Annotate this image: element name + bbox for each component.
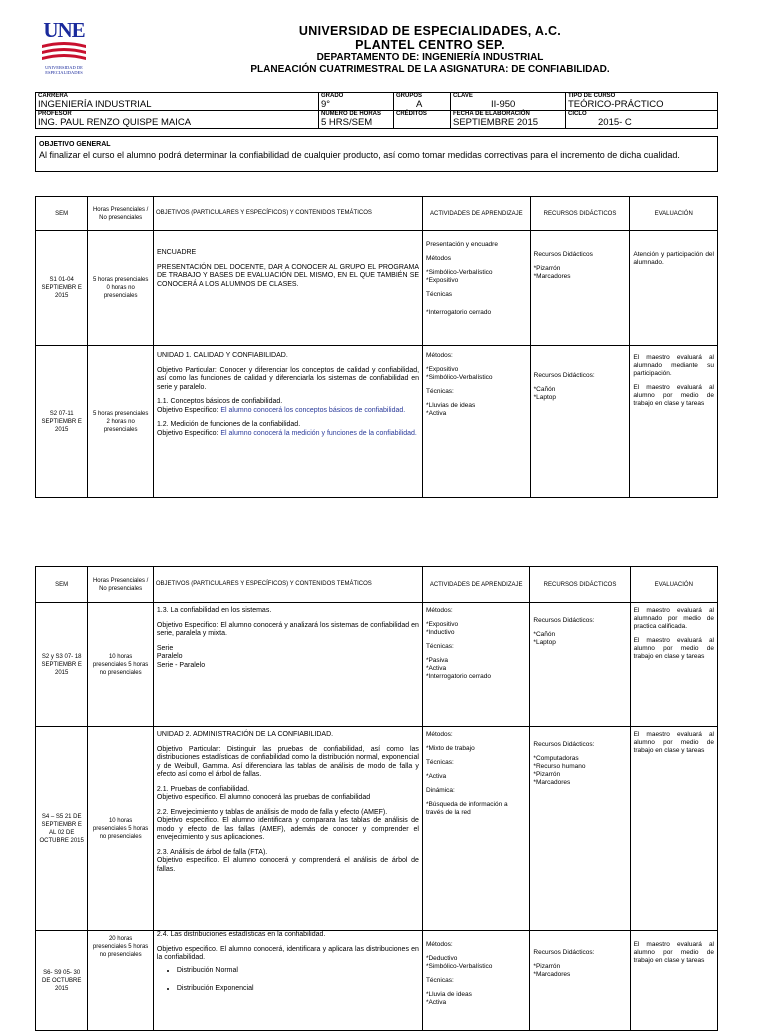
list-item: Serie - Paralelo [156, 661, 206, 669]
planning-title: PLANEACIÓN CUATRIMESTRAL DE LA ASIGNATURA: DE CONFIABILIDAD. [250, 64, 610, 75]
clave-value: II-950 [491, 99, 516, 110]
horas-cell: 5 horas presenciales 2 horas no presenciales [88, 346, 154, 498]
general-objective-table [35, 136, 718, 172]
list-item: Técnicas: [425, 977, 454, 984]
objetivos-cell [153, 603, 422, 727]
recursos-cell [530, 603, 630, 727]
list-item: Objetivo Especifico: [156, 429, 221, 437]
list-item: Objetivo Especifico: El alumno conocerá y analizará los sistemas de confiabilidad en serie, paralela y mixta. [156, 621, 419, 637]
list-item: *Simbólico-Verbalístico [425, 963, 493, 970]
campus-name: PLANTEL CENTRO SEP. [355, 38, 505, 52]
list-item: 1.2. Medición de funciones de la confiabilidad. [156, 421, 301, 428]
list-item: Técnicas: [425, 643, 454, 650]
list-item: *Simbólico-Verbalístico [426, 374, 493, 381]
list-item: *Interrogatorio cerrado [425, 673, 491, 680]
list-item: El maestro evaluará al alumno por medio de trabajo en clase y tareas [633, 637, 714, 660]
col-actividades: ACTIVIDADES DE APRENDIZAJE [422, 567, 529, 603]
sem-cell: S2 07-11 SEPTIEMBR E 2015 [36, 346, 88, 498]
col-actividades: ACTIVIDADES DE APRENDIZAJE [423, 197, 531, 231]
list-item: *Pizarrón [533, 265, 561, 272]
ciclo-value: 2015- C [598, 117, 632, 128]
list-item: *Computadoras [533, 755, 579, 762]
list-item: *Laptop [533, 639, 556, 646]
col-recursos: RECURSOS DIDÁCTICOS [530, 197, 630, 231]
list-item: Métodos [426, 255, 451, 262]
profesor-value: ING. PAUL RENZO QUISPE MAICA [38, 117, 192, 128]
list-item: El maestro evaluará al alumno por medio de trabajo en clase y tareas [633, 731, 714, 754]
creditos-label: CRÉDITOS [396, 111, 427, 117]
col-horas: Horas Presenciales / No presenciales [88, 197, 154, 231]
list-item: El maestro evaluará al alumno por medio de trabajo en clase y tareas [633, 941, 714, 964]
evaluacion-cell [630, 727, 717, 931]
evaluacion-cell [630, 346, 718, 498]
list-item: Paralelo [156, 653, 183, 660]
evaluacion-cell [630, 231, 718, 346]
department-name: DEPARTAMENTO DE: INGENIERÍA INDUSTRIAL [316, 52, 544, 63]
objective-text: Al finalizar el curso el alumno podrá determinar la confiabilidad de cualquier producto, así como tomar medidas correctivas para el incremento de dicha cualidad. [39, 150, 680, 160]
table-row [36, 931, 718, 1031]
actividades-cell [422, 931, 529, 1031]
objetivos-cell [153, 727, 422, 931]
list-item: *Pizarrón [533, 963, 561, 970]
actividades-cell [423, 346, 531, 498]
list-item: *Interrogatorio cerrado [426, 309, 492, 316]
title-block [160, 24, 700, 76]
logo-stripes-icon [40, 41, 88, 63]
list-item: El alumno conocerá los conceptos básicos de confiabilidad. [220, 406, 406, 414]
list-item: Objetivo Particular: Conocer y diferenciar los conceptos de calidad y confiabilidad, así como las funciones de calidad y diferenciarla los sistemas de confiabilidad en serie y paralelo. [156, 366, 420, 391]
col-objetivos: OBJETIVOS (PARTICULARES Y ESPECÍFICOS) Y CONTENIDOS TEMÁTICOS [153, 567, 422, 603]
horas-cell: 5 horas presenciales 0 horas no presenciales [88, 231, 154, 346]
sem-cell: S2 y S3 07- 18 SEPTIEMBR E 2015 [36, 603, 88, 727]
list-item: *Expositivo [426, 277, 459, 284]
profesor-label: PROFESOR [38, 111, 72, 117]
horas-label: NUMERO DE HORAS [321, 111, 382, 117]
course-info-table [35, 92, 718, 129]
list-item: • Distribución Exponencial [177, 985, 419, 994]
list-item: Métodos: [425, 941, 453, 948]
list-item: Objetivo especifico. El alumno conocerá, identificara y aplicara las distribuciones en la confiabilidad. [156, 945, 419, 961]
list-item: Dinámica: [425, 787, 455, 794]
list-item: 2.4. Las distribuciones estadísticas en la confiabilidad. [156, 931, 326, 938]
list-item: *Simbólico-Verbalístico [426, 269, 493, 276]
carrera-label: CARRERA [38, 93, 68, 99]
grado-value: 9° [321, 99, 331, 110]
list-item: *Activa [425, 773, 447, 780]
recursos-cell [530, 231, 630, 346]
tipo-value: TEÓRICO-PRÁCTICO [568, 99, 664, 110]
list-item: 2.2. Envejecimiento y tablas de análisis de modo de falla y efecto (AMEF). [156, 808, 388, 816]
distribution-list [157, 967, 419, 994]
list-item: Recursos Didácticos: [533, 741, 595, 748]
recursos-cell [530, 346, 630, 498]
col-recursos: RECURSOS DIDÁCTICOS [530, 567, 630, 603]
actividades-cell [422, 603, 529, 727]
list-item: 1.1. Conceptos básicos de confiabilidad. [156, 398, 283, 405]
list-item: *Expositivo [426, 366, 459, 373]
list-item: *Activa [426, 410, 447, 417]
grupos-value: A [416, 99, 423, 110]
table-row [36, 727, 718, 931]
col-evaluacion: EVALUACIÓN [630, 567, 717, 603]
encuadre-text: PRESENTACIÓN DEL DOCENTE, DAR A CONOCER AL GRUPO EL PROGRAMA DE TRABAJO Y BASES DE EVALUACIÓN DEL MISMO, EN EL QUE TAMBIÉN SE CONOCERÁ A LOS ALUMNOS DE CLASES. [156, 263, 420, 288]
list-item: *Marcadores [533, 971, 571, 978]
col-sem: SEM [36, 197, 88, 231]
horas-cell: 10 horas presenciales 5 horas no presenciales [88, 603, 154, 727]
table-row [36, 231, 718, 346]
document-header [0, 0, 768, 92]
list-item: Objetivo especifico. El alumno identificara y comparara las tablas de análisis de modo y efecto de las fallas (AMEF), además de conocer y comprender el envejecimiento y sus aplicaciones. [156, 817, 419, 841]
list-item [157, 430, 419, 439]
logo-text: UNE [43, 18, 85, 42]
list-item: Objetivo Particular: Distinguir las pruebas de confiabilidad, así como las distribuciones estadísticas de confiabilidad como la distribución normal, exponencial y de Weibull, Gamma. Así diferenciara las tablas de análisis de modo de falla y efecto así como el árbol de fallas. [156, 745, 419, 778]
logo-subtitle: UNIVERSIDAD DE ESPECIALIDADES [45, 65, 83, 75]
grupos-label: GRUPOS [396, 93, 423, 99]
unit-heading: UNIDAD 1. CALIDAD Y CONFIABILIDAD. [156, 352, 288, 359]
list-item: Métodos: [426, 352, 453, 359]
recursos-cell [530, 727, 630, 931]
university-name: UNIVERSIDAD DE ESPECIALIDADES, A.C. [298, 24, 562, 38]
list-item: *Lluvias de ideas [426, 402, 476, 409]
list-item: *Activa [425, 999, 447, 1006]
list-item: Objetivo Especifico: [156, 406, 221, 414]
sem-cell: S4 – S5 21 DE SEPTIEMBR E AL 02 DE OCTUBRE 2015 [36, 727, 88, 931]
list-item: Atención y participación del alumnado. [633, 251, 714, 266]
col-horas: Horas Presenciales / No presenciales [88, 567, 154, 603]
grado-label: GRADO [321, 93, 344, 99]
list-item [157, 407, 419, 416]
objetivos-cell [153, 346, 422, 498]
table-row [36, 603, 718, 727]
list-item: El alumno conocerá la medición y funciones de la confiabilidad. [220, 429, 417, 437]
list-item: Objetivo especifico. El alumno conocerá las pruebas de confiabilidad [156, 794, 371, 801]
list-item: Técnicas: [425, 759, 454, 766]
table-row [36, 346, 718, 498]
objetivos-cell [153, 231, 422, 346]
carrera-value: INGENIERÍA INDUSTRIAL [38, 99, 152, 110]
horas-value: 5 HRS/SEM [321, 117, 373, 128]
list-item: 2.1. Pruebas de confiabilidad. [156, 785, 250, 793]
planning-table-2 [35, 566, 718, 1031]
clave-label: CLAVE [453, 93, 473, 99]
horas-cell: 20 horas presenciales 5 horas no presenciales [88, 931, 154, 1031]
list-item: Métodos: [425, 731, 453, 738]
list-item: Recursos Didácticos: [533, 617, 595, 624]
list-item: *Pizarrón [533, 771, 561, 778]
ciclo-label: CICLO [568, 111, 587, 117]
list-item: Técnicas [426, 291, 453, 298]
list-item: *Lluvia de ideas [425, 991, 472, 998]
unit-heading: UNIDAD 2. ADMINISTRACIÓN DE LA CONFIABILIDAD. [156, 731, 334, 738]
sem-cell: S6- S9 05- 30 DE OCTUBRE 2015 [36, 931, 88, 1031]
list-item: *Cañón [533, 631, 556, 638]
evaluacion-cell [630, 931, 717, 1031]
actividades-cell [423, 231, 531, 346]
evaluacion-cell [630, 603, 717, 727]
horas-cell: 10 horas presenciales 5 horas no presenciales [88, 727, 154, 931]
list-item: Recursos Didácticos [533, 251, 593, 258]
list-item: *Mixto de trabajo [425, 745, 475, 752]
list-item: 1.3. La confiabilidad en los sistemas. [156, 607, 272, 614]
list-item: El maestro evaluará al alumno por medio de trabajo en clase y tareas [633, 384, 714, 407]
list-item: El maestro evaluará al alumnado mediante su participación. [633, 354, 714, 377]
actividades-cell [422, 727, 529, 931]
col-evaluacion: EVALUACIÓN [630, 197, 718, 231]
list-item: 2.3. Análisis de árbol de falla (FTA). [156, 848, 268, 856]
list-item: *Cañón [533, 386, 556, 393]
list-item: *Deductivo [425, 955, 458, 962]
recursos-cell [530, 931, 630, 1031]
list-item: *Inductivo [425, 629, 455, 636]
list-item: Recursos Didácticos: [533, 372, 595, 379]
list-item: Recursos Didácticos: [533, 949, 595, 956]
planning-table-1 [35, 196, 718, 498]
list-item: *Búsqueda de información a través de la red [425, 801, 508, 816]
tipo-label: TIPO DE CURSO [568, 93, 616, 99]
objetivos-cell [153, 931, 422, 1031]
fecha-value: SEPTIEMBRE 2015 [453, 117, 539, 128]
list-item: • Distribución Normal [177, 967, 419, 976]
sem-cell: S1 01-04 SEPTIEMBR E 2015 [36, 231, 88, 346]
list-item: Serie [156, 644, 174, 652]
encuadre-heading: ENCUADRE [156, 249, 197, 256]
list-item: *Recurso humano [533, 763, 586, 770]
objective-label: OBJETIVO GENERAL [39, 141, 111, 148]
list-item: El maestro evaluará al alumnado por medio de practica calificada. [633, 607, 714, 630]
list-item: Objetivo especifico. El alumno conocerá y comprenderá el análisis de árbol de fallas. [156, 857, 419, 873]
list-item: *Pasiva [425, 657, 448, 664]
list-item: *Marcadores [533, 779, 571, 786]
list-item: Técnicas: [426, 388, 454, 395]
col-sem: SEM [36, 567, 88, 603]
list-item: *Activa [425, 665, 447, 672]
list-item: Presentación y encuadre [426, 241, 498, 248]
list-item: *Expositivo [425, 621, 459, 628]
fecha-label: FECHA DE ELABORACIÓN [453, 111, 530, 117]
list-item: *Laptop [533, 394, 557, 401]
col-objetivos: OBJETIVOS (PARTICULARES Y ESPECÍFICOS) Y CONTENIDOS TEMÁTICOS [153, 197, 422, 231]
une-logo [40, 20, 88, 92]
list-item: *Marcadores [533, 273, 571, 280]
list-item: Métodos: [425, 607, 453, 614]
